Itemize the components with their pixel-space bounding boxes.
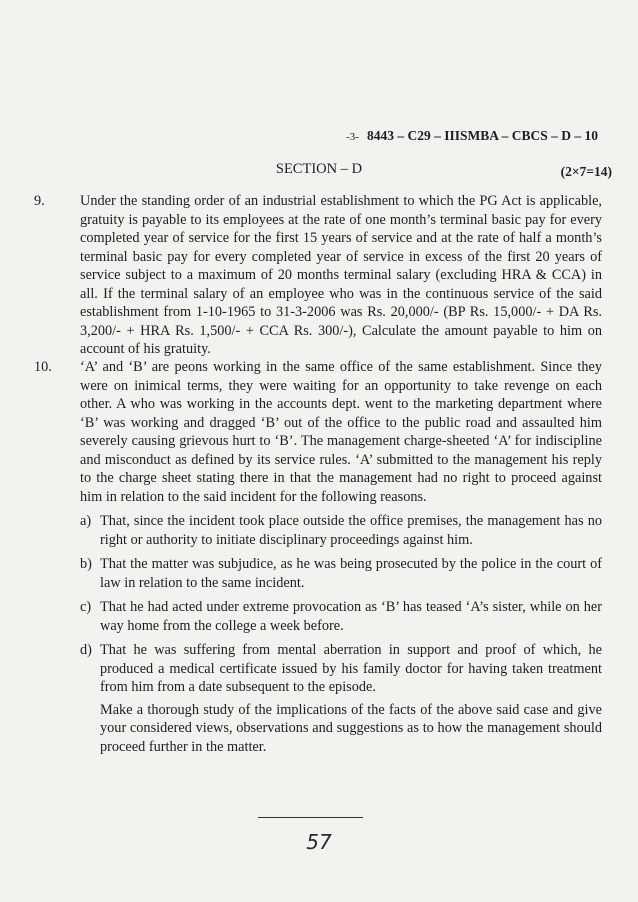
option-label: d)	[80, 642, 92, 658]
question-number: 10.	[34, 359, 52, 375]
option-text: That he had acted under extreme provocation as ‘B’ has teased ‘A’s sister, while on her way home from the college a week before.	[100, 599, 602, 634]
option-d	[80, 641, 602, 697]
section-marks: (2×7=14)	[560, 164, 612, 179]
page-header	[0, 128, 598, 144]
option-label: c)	[80, 599, 92, 615]
closing-instruction: Make a thorough study of the implications of the facts of the above said case and give your considered views, observations and suggestions as to how the management should proceed further in the matter.	[100, 701, 602, 755]
handwritten-page-number: 57	[306, 830, 332, 854]
question-number: 9.	[34, 193, 45, 209]
section-title: SECTION – D	[275, 161, 363, 177]
question-10	[34, 358, 602, 756]
end-rule	[258, 817, 363, 818]
paper-code: 8443 – C29 – IIISMBA – CBCS – D – 10	[366, 128, 598, 143]
question-text: Under the standing order of an industrial establishment to which the PG Act is applicable, gratuity is payable to its employees at the rate of one month’s terminal basic pay for every completed year of service for the first 15 years of service and at the rate of half a month’s terminal basic pay for every completed year of service in excess of the first 20 years of service subject to a maximum of 20 months terminal salary (excluding HRA & CCA) in all. If the terminal salary of an employee who was in the continuous service of the said establishment from 1-10-1965 to 31-3-2006 was Rs. 20,000/- (BP Rs. 15,000/- + DA Rs. 3,200/- + HRA Rs. 1,500/- + CCA Rs. 300/-), Calculate the amount payable to him on account of his gratuity.	[80, 193, 602, 357]
option-text: That he was suffering from mental aberration in support and proof of which, he produced a medical certificate issued by his family doctor for having taken treatment from him from a date subsequent to the episode.	[100, 642, 602, 695]
question-9	[34, 192, 602, 359]
option-label: b)	[80, 556, 92, 572]
option-text: That, since the incident took place outside the office premises, the management has no right or authority to initiate disciplinary proceedings against him.	[100, 513, 602, 548]
option-text: That the matter was subjudice, as he was being prosecuted by the police in the court of law in relation to the same incident.	[100, 556, 602, 591]
option-label: a)	[80, 513, 92, 529]
option-c	[80, 598, 602, 635]
page-marker: -3-	[346, 131, 359, 143]
option-b	[80, 555, 602, 592]
question-text: ‘A’ and ‘B’ are peons working in the same office of the same establishment. Since they were on inimical terms, they were waiting for an opportunity to take revenge on each other. A who was working in the accounts dept. went to the marketing department where ‘B’ was working and dragged ‘B’ out of the office to the public road and assaulted him severely causing grievous hurt to ‘B’. The management charge-sheeted ‘A’ for indiscipline and misconduct as defined by its service rules. ‘A’ submitted to the management his reply to the charge sheet stating there in that the management had no right to proceed against him in relation to the said incident for the following reasons.	[80, 359, 602, 505]
option-a	[80, 512, 602, 549]
